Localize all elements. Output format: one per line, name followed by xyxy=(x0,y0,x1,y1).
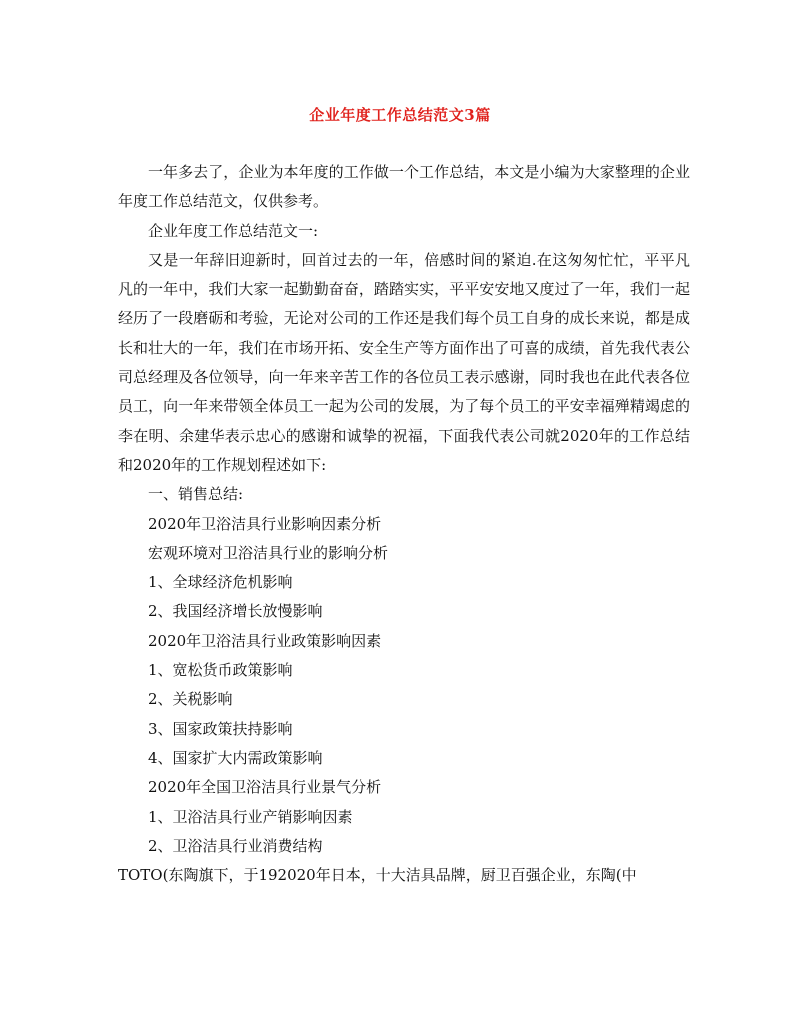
list-item: 2020年卫浴洁具行业政策影响因素 xyxy=(148,631,382,650)
list-item: 2、卫浴洁具行业消费结构 xyxy=(148,836,323,855)
toto-paragraph-start: TOTO(东陶旗下，于192020年日本，十大洁具品牌，厨卫百强企业，东陶(中 xyxy=(118,866,637,885)
list-item: 3、国家政策扶持影响 xyxy=(148,719,293,738)
list-item: 1、宽松货币政策影响 xyxy=(148,661,293,680)
list-item: 4、国家扩大内需政策影响 xyxy=(148,748,323,767)
intro-paragraph: 一年多去了，企业为本年度的工作做一个工作总结，本文是小编为大家整理的企业年度工作总结范文，仅供参考。 xyxy=(118,163,690,211)
list-item: 2020年全国卫浴洁具行业景气分析 xyxy=(148,778,382,797)
list-item: 2、我国经济增长放慢影响 xyxy=(148,602,323,621)
list-item: 1、全球经济危机影响 xyxy=(148,573,293,592)
list-item: 一、销售总结: xyxy=(148,485,244,504)
list-item: 宏观环境对卫浴洁具行业的影响分析 xyxy=(148,543,389,562)
document-title: 企业年度工作总结范文3篇 xyxy=(309,106,491,124)
list-item: 2、关税影响 xyxy=(148,690,233,709)
main-paragraph: 又是一年辞旧迎新时，回首过去的一年，倍感时间的紧迫.在这匆匆忙忙，平平凡凡的一年中，我们大家一起勤勤奋奋，踏踏实实，平平安安地又度过了一年，我们一起经历了一段磨砺和考验，无论对公司的工作还是我们每个员工自身的成长来说，都是成长和壮大的一年，我们在市场开拓、安全生产等方面作出了可喜的成绩，首先我代表公司总经理及各位领导，向一年来辛苦工作的各位员工表示感谢，同时我也在此代表各位员工，向一年来带领全体员工一起为公司的发展，为了每个员工的平安幸福殚精竭虑的李在明、余建华表示忠心的感谢和诚挚的祝福，下面我代表公司就2020年的工作总结和2020年的工作规划程述如下: xyxy=(118,250,690,474)
document-body xyxy=(118,158,690,890)
section-heading: 企业年度工作总结范文一: xyxy=(148,221,319,240)
list-item: 2020年卫浴洁具行业影响因素分析 xyxy=(148,514,382,533)
list-item: 1、卫浴洁具行业产销影响因素 xyxy=(148,807,353,826)
